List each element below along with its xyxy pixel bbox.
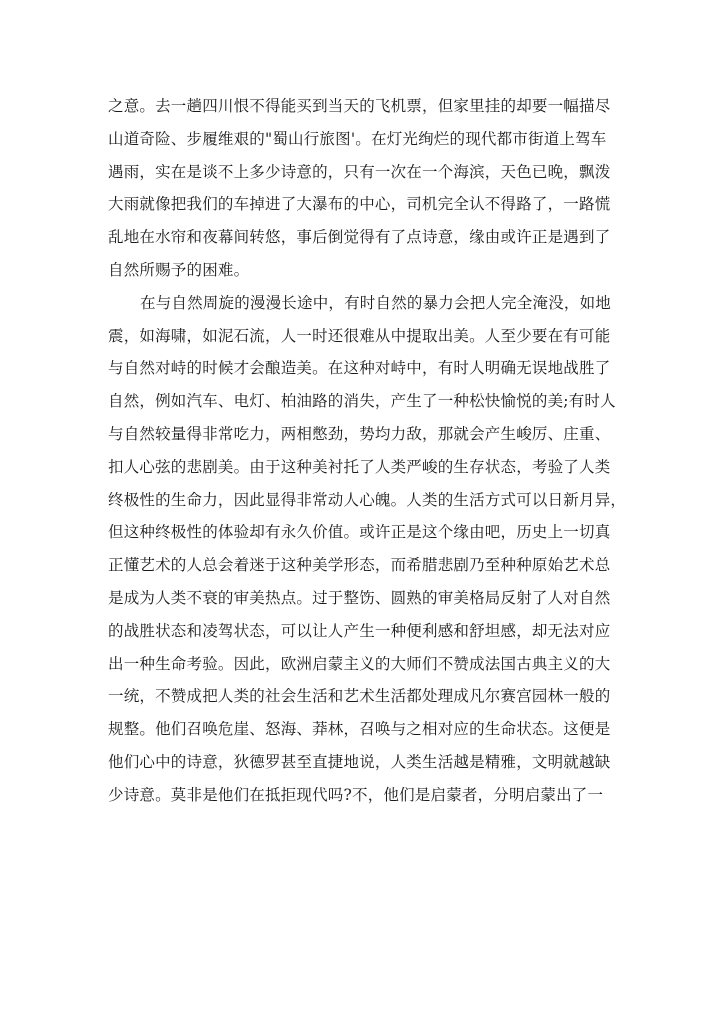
text-line: 与自然较量得非常吃力，两相憋劲，势均力敌，那就会产生峻厉、庄重、 — [108, 424, 611, 443]
text-line: 出一种生命考验。因此，欧洲启蒙主义的大师们不赞成法国古典主义的大 — [108, 654, 611, 673]
text-line: 但这种终极性的体验却有永久价值。或许正是这个缘由吧，历史上一切真 — [108, 523, 611, 542]
text-line: 震，如海啸，如泥石流，人一时还很难从中提取出美。人至少要在有可能 — [108, 326, 611, 345]
text-line: 之意。去一趟四川恨不得能买到当天的飞机票，但家里挂的却要一幅描尽 — [108, 97, 611, 115]
body-text — [108, 90, 628, 812]
text-line: 的战胜状态和凌驾状态，可以让人产生一种便利感和舒坦感，却无法对应 — [108, 621, 611, 640]
text-line: 是成为人类不衰的审美热点。过于整饬、圆熟的审美格局反射了人对自然 — [108, 588, 611, 607]
text-line: 扣人心弦的悲剧美。由于这种美衬托了人类严峻的生存状态，考验了人类 — [108, 457, 611, 476]
text-line: 一统，不赞成把人类的社会生活和艺术生活都处理成凡尔赛宫园林一般的 — [108, 687, 611, 706]
text-line: 规整。他们召唤危崖、怒海、莽林，召唤与之相对应的生命状态。这便是 — [108, 720, 611, 739]
text-line: 与自然对峙的时候才会酿造美。在这种对峙中，有时人明确无误地战胜了 — [108, 359, 611, 378]
text-line: 山道奇险、步履维艰的"蜀山行旅图'。在灯光绚烂的现代都市街道上驾车 — [108, 129, 607, 148]
text-line: 遇雨，实在是谈不上多少诗意的，只有一次在一个海滨，天色已晚，飘泼 — [108, 162, 611, 181]
text-line: 自然所赐予的困难。 — [108, 260, 250, 279]
text-line: 正懂艺术的人总会着迷于这种美学形态，而希腊悲剧乃至种种原始艺术总 — [108, 556, 611, 575]
paragraph-start-line: 在与自然周旋的漫漫长途中，有时自然的暴力会把人完全淹没，如地 — [140, 293, 612, 312]
text-line: 终极性的生命力，因此显得非常动人心魄。人类的生活方式可以日新月异， — [108, 490, 627, 509]
text-line: 他们心中的诗意，狄德罗甚至直捷地说，人类生活越是精雅，文明就越缺 — [108, 752, 611, 771]
text-line: 自然，例如汽车、电灯、柏油路的消失，产生了一种松快愉悦的美;有时人 — [108, 392, 616, 411]
text-line: 少诗意。莫非是他们在抵拒现代吗?不，他们是启蒙者，分明启蒙出了一 — [108, 785, 604, 804]
text-line: 大雨就像把我们的车掉进了大瀑布的中心，司机完全认不得路了，一路慌 — [108, 195, 611, 214]
text-line: 乱地在水帘和夜幕间转悠，事后倒觉得有了点诗意，缘由或许正是遇到了 — [108, 228, 611, 247]
